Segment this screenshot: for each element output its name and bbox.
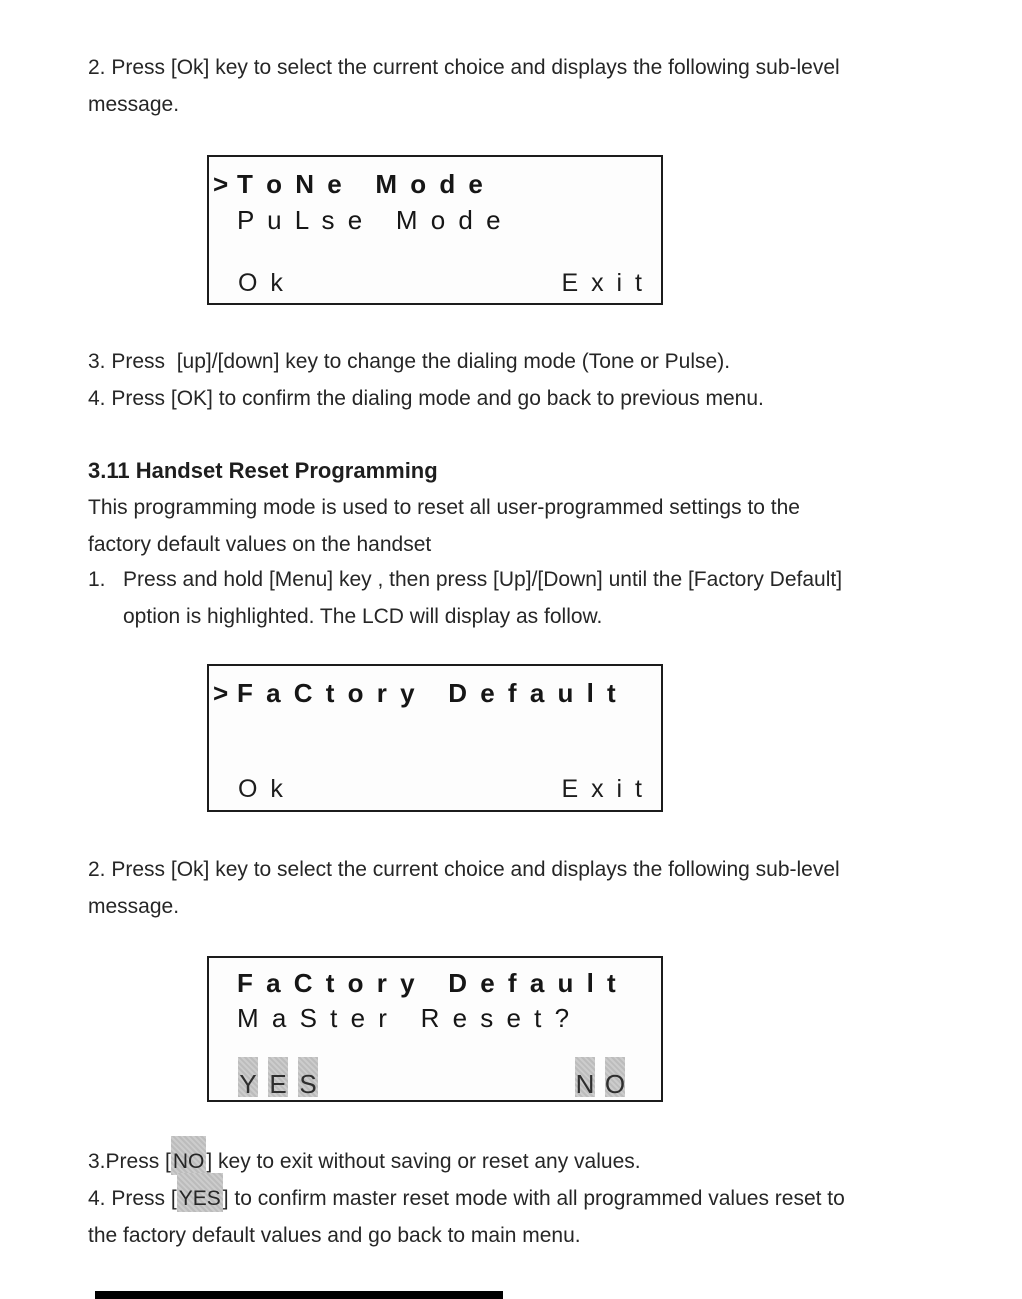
softkey-yes-letter: S <box>298 1057 318 1097</box>
lcd-softkey-row <box>238 269 645 298</box>
softkey-exit-label: E x i t <box>561 269 645 297</box>
section-heading: 3.11 Handset Reset Programming <box>88 458 438 483</box>
text-segment: 3.Press [ <box>88 1150 171 1173</box>
reset-intro-paragraph <box>88 489 800 563</box>
softkey-ok-label: O k <box>238 775 286 803</box>
text-segment: ] to confirm master reset mode with all programmed values reset to <box>222 1187 845 1210</box>
softkey-no <box>575 1057 625 1097</box>
softkey-yes <box>238 1057 318 1097</box>
paragraph-line: 2. Press [Ok] key to select the current choice and displays the following sub-level <box>88 858 840 881</box>
paragraph-line: 1. Press and hold [Menu] key , then press [Up]/[Down] until the [Factory Default] <box>88 568 843 591</box>
paragraph-line: option is highlighted. The LCD will display as follow. <box>88 605 603 628</box>
softkey-yes-letter: E <box>268 1057 288 1097</box>
lcd-softkey-row <box>238 775 645 804</box>
paragraph-line <box>88 1180 845 1217</box>
paragraph-line: factory default values on the handset <box>88 533 432 556</box>
no-key-highlight: NO <box>171 1136 207 1175</box>
scan-edge-artifact <box>95 1291 503 1299</box>
lcd-line-pulse-mode: P u L s e M o d e <box>237 205 504 235</box>
paragraph-line: message. <box>88 895 180 918</box>
lcd-line-tone-mode: T o N e M o d e <box>237 169 486 199</box>
step1-reset-paragraph <box>88 561 842 635</box>
softkey-ok-label: O k <box>238 269 286 297</box>
yes-key-highlight: YES <box>177 1173 223 1212</box>
steps-3-4-tone-paragraph <box>88 343 764 417</box>
lcd-line-factory-default: F a C t o r y D e f a u l t <box>237 968 619 998</box>
paragraph-line: This programming mode is used to reset all user-programmed settings to the <box>88 496 800 519</box>
paragraph-line: 4. Press [OK] to confirm the dialing mode and go back to previous menu. <box>88 387 764 410</box>
step2-tone-paragraph <box>88 49 840 123</box>
lcd-cursor-icon: > <box>213 169 229 199</box>
lcd-line-master-reset: M a S t e r R e s e t ? <box>237 1003 573 1033</box>
softkey-no-letter: O <box>605 1057 625 1097</box>
paragraph-line: 2. Press [Ok] key to select the current choice and displays the following sub-level <box>88 56 840 79</box>
lcd-confirm-key-row <box>238 1057 625 1097</box>
lcd-line-factory-default: F a C t o r y D e f a u l t <box>237 678 619 708</box>
text-segment: ] key to exit without saving or reset any values. <box>206 1150 641 1173</box>
lcd-display-factory-default <box>207 664 663 812</box>
paragraph-line: 3. Press [up]/[down] key to change the dialing mode (Tone or Pulse). <box>88 350 731 373</box>
lcd-cursor-icon: > <box>213 678 229 708</box>
step2-reset-paragraph <box>88 851 840 925</box>
step4-reset-paragraph <box>88 1180 845 1254</box>
text-segment: 4. Press [ <box>88 1187 177 1210</box>
paragraph-line <box>88 1143 641 1180</box>
step3-reset-paragraph <box>88 1143 641 1180</box>
softkey-no-letter: N <box>575 1057 595 1097</box>
paragraph-line: message. <box>88 93 180 116</box>
lcd-display-dial-mode <box>207 155 663 305</box>
softkey-exit-label: E x i t <box>561 775 645 803</box>
softkey-yes-letter: Y <box>238 1057 258 1097</box>
lcd-display-master-reset <box>207 956 663 1102</box>
paragraph-line: the factory default values and go back to main menu. <box>88 1224 581 1247</box>
